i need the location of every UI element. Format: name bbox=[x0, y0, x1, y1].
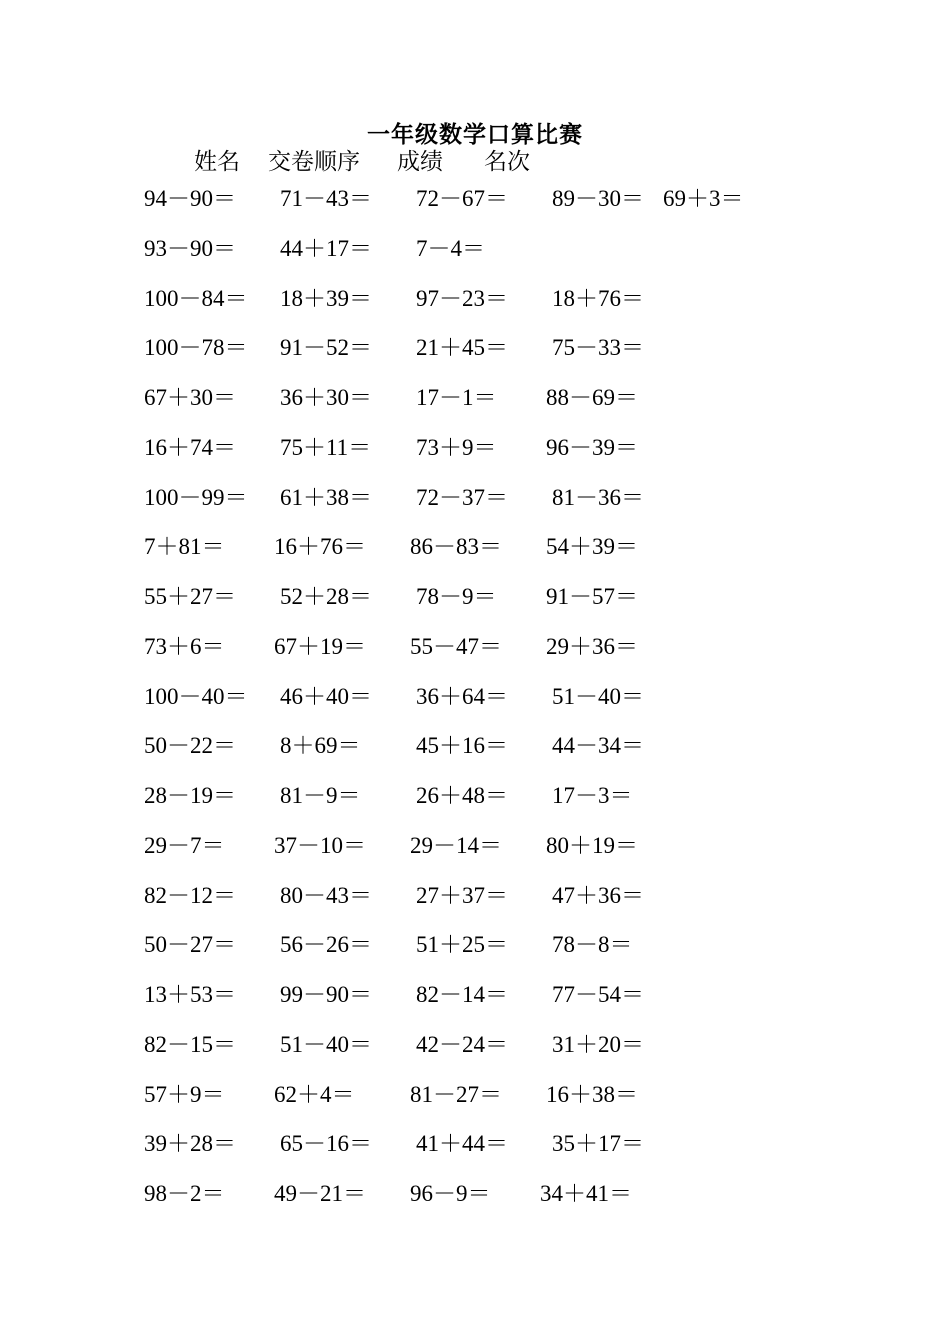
problem-item: 82－15＝ bbox=[144, 1031, 236, 1057]
problem-item: 75＋11＝ bbox=[280, 434, 372, 460]
problem-item: 89－30＝ bbox=[552, 186, 644, 211]
problem-item: 72－37＝ bbox=[416, 484, 508, 510]
field-submit-order-label: 交卷顺序 bbox=[268, 149, 360, 174]
problem-item: 96－39＝ bbox=[546, 434, 638, 460]
problem-item: 91－52＝ bbox=[280, 335, 372, 361]
problem-item: 18＋76＝ bbox=[552, 285, 644, 311]
problem-item: 37－10＝ bbox=[274, 832, 366, 858]
problem-item: 81－27＝ bbox=[410, 1081, 502, 1107]
problem-row bbox=[0, 481, 950, 515]
problem-item: 94－90＝ bbox=[144, 186, 236, 211]
problem-item: 73＋6＝ bbox=[144, 633, 225, 659]
problem-item: 61＋38＝ bbox=[280, 484, 372, 510]
problem-item: 45＋16＝ bbox=[416, 733, 508, 759]
problem-item: 57＋9＝ bbox=[144, 1081, 225, 1107]
problem-item: 50－27＝ bbox=[144, 932, 236, 958]
problem-item: 44－34＝ bbox=[552, 733, 644, 759]
problem-item: 36＋64＝ bbox=[416, 683, 508, 709]
problem-item: 96－9＝ bbox=[410, 1181, 491, 1206]
problem-item: 21＋45＝ bbox=[416, 335, 508, 361]
field-score-label: 成绩 bbox=[397, 149, 443, 174]
problem-item: 97－23＝ bbox=[416, 285, 508, 311]
problem-item: 7－4＝ bbox=[416, 235, 485, 261]
problem-item: 80－43＝ bbox=[280, 882, 372, 908]
problem-item: 16＋38＝ bbox=[546, 1081, 638, 1107]
worksheet-title: 一年级数学口算比赛 bbox=[367, 122, 583, 147]
problem-item: 100－78＝ bbox=[144, 335, 248, 361]
problem-row bbox=[0, 879, 950, 913]
problem-row bbox=[0, 729, 950, 763]
problem-item: 78－8＝ bbox=[552, 932, 633, 958]
problem-item: 86－83＝ bbox=[410, 534, 502, 560]
problem-item: 46＋40＝ bbox=[280, 683, 372, 709]
problem-item: 56－26＝ bbox=[280, 932, 372, 958]
problem-row bbox=[0, 580, 950, 614]
problem-item: 18＋39＝ bbox=[280, 285, 372, 311]
problem-row bbox=[0, 829, 950, 863]
problem-row bbox=[0, 1028, 950, 1062]
problem-item: 72－67＝ bbox=[416, 186, 508, 211]
problem-item: 51－40＝ bbox=[552, 683, 644, 709]
problem-item: 80＋19＝ bbox=[546, 832, 638, 858]
problem-item: 99－90＝ bbox=[280, 982, 372, 1007]
problem-item: 93－90＝ bbox=[144, 235, 236, 261]
problem-row bbox=[0, 331, 950, 365]
problem-item: 100－84＝ bbox=[144, 285, 248, 311]
problem-item: 35＋17＝ bbox=[552, 1131, 644, 1157]
problem-item: 47＋36＝ bbox=[552, 882, 644, 908]
problem-item: 29－14＝ bbox=[410, 832, 502, 858]
problem-row bbox=[0, 928, 950, 962]
problem-item: 28－19＝ bbox=[144, 783, 236, 808]
problem-row bbox=[0, 182, 950, 216]
problem-item: 55－47＝ bbox=[410, 633, 502, 659]
problem-item: 51－40＝ bbox=[280, 1031, 372, 1057]
problem-row bbox=[0, 232, 950, 266]
problem-item: 65－16＝ bbox=[280, 1131, 372, 1157]
problem-item: 88－69＝ bbox=[546, 385, 638, 410]
problem-item: 73＋9＝ bbox=[416, 434, 497, 460]
problem-row bbox=[0, 1177, 950, 1211]
problem-item: 82－14＝ bbox=[416, 982, 508, 1007]
problem-row bbox=[0, 431, 950, 465]
problem-item: 17－3＝ bbox=[552, 783, 633, 808]
problem-item: 44＋17＝ bbox=[280, 235, 372, 261]
student-info-fields bbox=[0, 147, 950, 177]
problem-row bbox=[0, 1078, 950, 1112]
problem-item: 55＋27＝ bbox=[144, 584, 236, 609]
problem-item: 8＋69＝ bbox=[280, 733, 361, 759]
problem-item: 78－9＝ bbox=[416, 584, 497, 609]
problem-item: 34＋41＝ bbox=[540, 1181, 632, 1206]
problem-item: 13＋53＝ bbox=[144, 982, 236, 1007]
field-name-label: 姓名 bbox=[194, 149, 240, 174]
problem-item: 81－36＝ bbox=[552, 484, 644, 510]
problem-item: 82－12＝ bbox=[144, 882, 236, 908]
problem-item: 100－40＝ bbox=[144, 683, 248, 709]
problem-item: 91－57＝ bbox=[546, 584, 638, 609]
problem-item: 69＋3＝ bbox=[663, 186, 744, 211]
problem-item: 77－54＝ bbox=[552, 982, 644, 1007]
problem-item: 39＋28＝ bbox=[144, 1131, 236, 1157]
problem-item: 29－7＝ bbox=[144, 832, 225, 858]
problem-item: 31＋20＝ bbox=[552, 1031, 644, 1057]
problem-item: 16＋74＝ bbox=[144, 434, 236, 460]
problem-row bbox=[0, 1127, 950, 1161]
problem-item: 52＋28＝ bbox=[280, 584, 372, 609]
problem-item: 26＋48＝ bbox=[416, 783, 508, 808]
problem-item: 42－24＝ bbox=[416, 1031, 508, 1057]
problem-item: 16＋76＝ bbox=[274, 534, 366, 560]
problem-item: 49－21＝ bbox=[274, 1181, 366, 1206]
problem-row bbox=[0, 779, 950, 813]
problem-item: 29＋36＝ bbox=[546, 633, 638, 659]
problem-item: 7＋81＝ bbox=[144, 534, 225, 560]
problem-item: 81－9＝ bbox=[280, 783, 361, 808]
problem-item: 51＋25＝ bbox=[416, 932, 508, 958]
problem-item: 17－1＝ bbox=[416, 385, 497, 410]
problem-row bbox=[0, 680, 950, 714]
problem-row bbox=[0, 530, 950, 564]
problem-item: 36＋30＝ bbox=[280, 385, 372, 410]
problem-item: 41＋44＝ bbox=[416, 1131, 508, 1157]
problem-item: 27＋37＝ bbox=[416, 882, 508, 908]
problem-item: 54＋39＝ bbox=[546, 534, 638, 560]
problem-row bbox=[0, 630, 950, 664]
problem-item: 67＋30＝ bbox=[144, 385, 236, 410]
problem-row bbox=[0, 282, 950, 316]
problem-item: 98－2＝ bbox=[144, 1181, 225, 1206]
problem-item: 62＋4＝ bbox=[274, 1081, 355, 1107]
problem-item: 71－43＝ bbox=[280, 186, 372, 211]
problem-item: 50－22＝ bbox=[144, 733, 236, 759]
field-rank-label: 名次 bbox=[484, 149, 530, 174]
problem-item: 67＋19＝ bbox=[274, 633, 366, 659]
problem-item: 100－99＝ bbox=[144, 484, 248, 510]
problem-row bbox=[0, 978, 950, 1012]
problem-item: 75－33＝ bbox=[552, 335, 644, 361]
problem-row bbox=[0, 381, 950, 415]
